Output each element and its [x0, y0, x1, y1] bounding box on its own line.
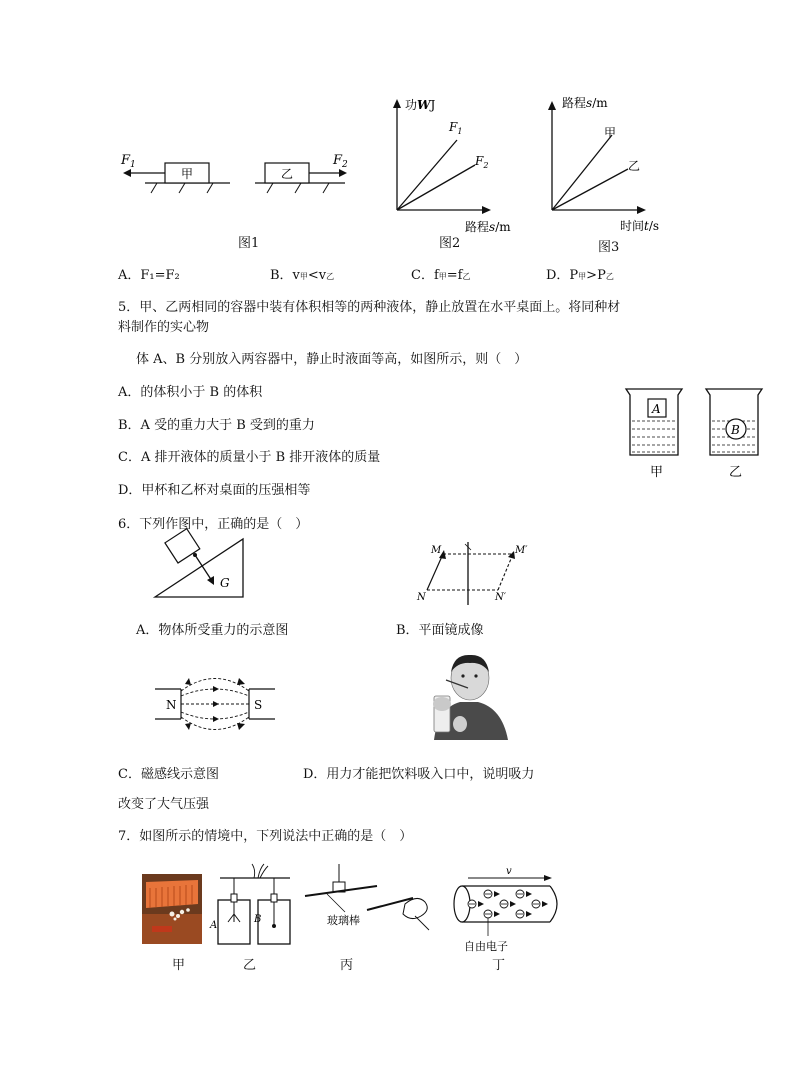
- block-a-label: A: [652, 402, 661, 416]
- q7-caption-ding: 丁: [492, 958, 506, 973]
- q6-fig-c-magnetic-field: [153, 664, 283, 744]
- container-b-label: B: [254, 914, 262, 925]
- fig3-x-axis-label: 时间t/s: [620, 219, 660, 233]
- fig2-caption: 图2: [439, 236, 461, 251]
- q5-stem-line2: 料制作的实心物: [118, 320, 210, 335]
- q7-caption-yi: 乙: [243, 958, 257, 973]
- q5-option-c: C．A 排开液体的质量小于 B 排开液体的质量: [118, 450, 381, 465]
- q5-option-b: B．A 受的重力大于 B 受到的重力: [118, 418, 315, 433]
- fig1-f2-label: $F_2$: [333, 153, 348, 170]
- force-g-label: G: [220, 576, 230, 590]
- fig3-distance-time-graph: [540, 95, 680, 245]
- fig2-x-axis-label: 路程s/m: [465, 220, 511, 234]
- cup-jia-label: 甲: [650, 465, 664, 480]
- q6-fig-d-boy-drinking-photo: [420, 650, 515, 740]
- q4-option-c: C．f甲=f乙: [411, 268, 471, 283]
- point-n-prime-label: N′: [495, 592, 507, 603]
- q7-caption-jia: 甲: [172, 958, 186, 973]
- q5-stem-line3: 体 A、B 分别放入两容器中，静止时液面等高，如图所示，则（ ）: [136, 352, 528, 367]
- cup-yi-label: 乙: [729, 465, 743, 480]
- q5-option-d: D．甲杯和乙杯对桌面的压强相等: [118, 483, 311, 498]
- point-m-prime-label: M′: [515, 545, 528, 556]
- fig1-blocks-diagram: [115, 150, 355, 210]
- q6-fig-c-caption: C．磁感线示意图: [118, 767, 219, 782]
- fig1-f1-label: $F_1$: [121, 153, 136, 170]
- magnet-north-label: N: [166, 698, 177, 712]
- q6-fig-d-caption-line2: 改变了大气压强: [118, 797, 210, 812]
- q7-caption-bing: 丙: [340, 958, 354, 973]
- q4-option-b: B．v甲<v乙: [270, 268, 335, 283]
- q6-fig-b-caption: B．平面镜成像: [396, 623, 484, 638]
- fig3-line-jia-label: 甲: [604, 126, 617, 140]
- fig2-work-distance-graph: [385, 95, 525, 245]
- q6-fig-d-caption: D．用力才能把饮料吸入口中，说明吸力: [303, 767, 535, 782]
- free-electron-label: 自由电子: [464, 940, 508, 953]
- point-m-label: M: [431, 545, 442, 556]
- q7-fig-yi-containers: [210, 864, 300, 954]
- magnet-south-label: S: [254, 698, 263, 712]
- q6-fig-b-mirror: [413, 540, 553, 610]
- q6-fig-a-incline: [150, 537, 280, 607]
- q5-option-a: A．的体积小于 B 的体积: [118, 385, 263, 400]
- q4-option-a: A．F₁=F₂: [118, 268, 180, 283]
- fig3-y-axis-label: 路程s/m: [562, 96, 608, 110]
- q7-fig-bing-glass-rod: [305, 864, 435, 944]
- q5-beakers-figure: [620, 385, 780, 485]
- velocity-v-label: v: [506, 866, 512, 877]
- q6-fig-a-caption: A．物体所受重力的示意图: [136, 623, 289, 638]
- q6-stem: 6．下列作图中，正确的是（ ）: [118, 517, 309, 532]
- fig2-line-f2-label: $F_2$: [475, 154, 489, 170]
- q7-fig-jia-comb-photo: [142, 874, 202, 944]
- fig1-block-yi: 乙: [281, 167, 294, 181]
- glass-rod-label: 玻璃棒: [327, 914, 360, 927]
- q5-stem-line1: 5．甲、乙两相同的容器中装有体积相等的两种液体，静止放置在水平桌面上。将同种材: [118, 300, 621, 315]
- fig1-block-jia: 甲: [181, 167, 194, 181]
- fig3-caption: 图3: [598, 240, 620, 255]
- fig2-y-axis-label: 功WJ: [405, 98, 436, 112]
- fig1-caption: 图1: [238, 236, 260, 251]
- container-a-label: A: [210, 920, 218, 931]
- fig2-line-f1-label: $F_1$: [449, 120, 463, 136]
- fig3-line-yi-label: 乙: [628, 159, 641, 173]
- q4-option-d: D．P甲>P乙: [546, 268, 614, 283]
- q7-fig-ding-conductor: [448, 864, 568, 954]
- point-n-label: N: [417, 592, 426, 603]
- q7-stem: 7．如图所示的情境中，下列说法中正确的是（ ）: [118, 829, 413, 844]
- ball-b-label: B: [731, 423, 740, 437]
